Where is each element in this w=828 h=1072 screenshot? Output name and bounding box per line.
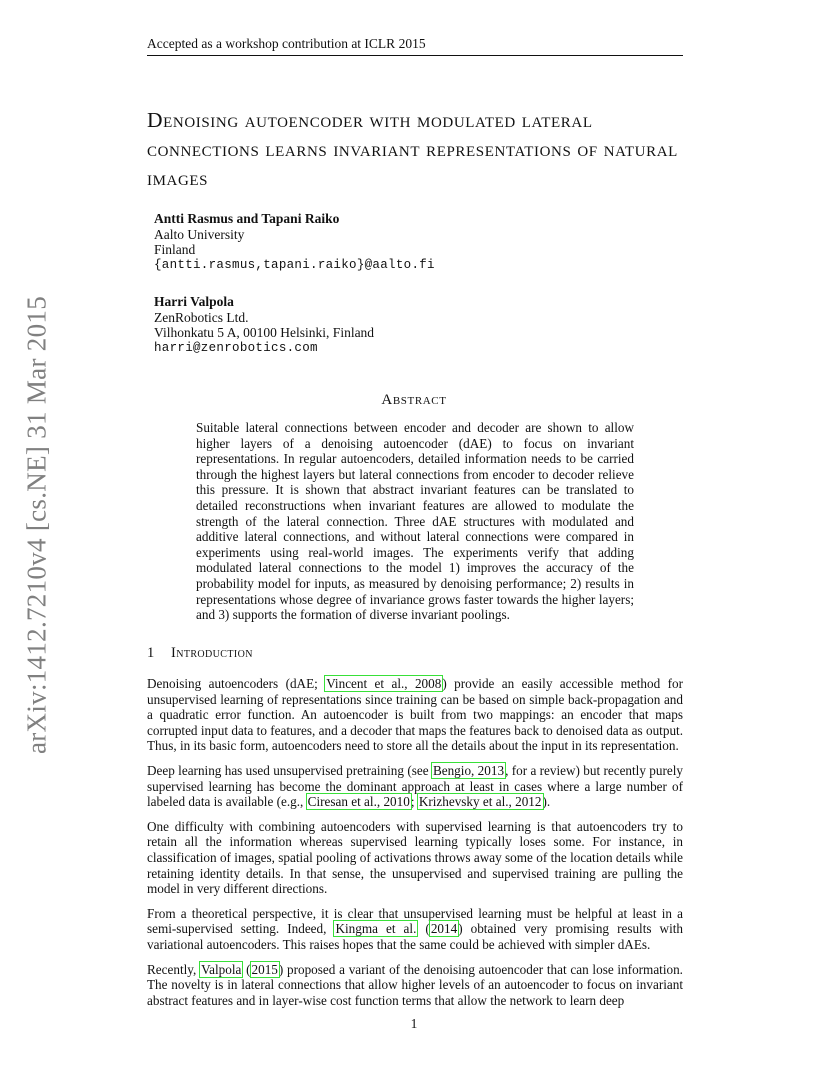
section-number: 1	[147, 645, 155, 661]
page-number: 1	[410, 1016, 418, 1031]
citation-link[interactable]: Krizhevsky et al., 2012	[418, 794, 542, 810]
text-run: ;	[410, 794, 418, 810]
citation-link[interactable]: 2014	[430, 921, 458, 937]
author-email: {antti.rasmus,tapani.raiko}@aalto.fi	[154, 257, 435, 272]
abstract-heading: Abstract	[381, 392, 447, 408]
paper-title: Denoising autoencoder with modulated lateral connections learns invariant representations of natural images	[147, 108, 678, 190]
citation-link[interactable]: 2015	[251, 961, 278, 977]
text-run: (	[242, 961, 251, 977]
text-run: ) obtained very promising results with variational autoencoders. This raises hopes that the same could be achieved with simpler dAEs.	[147, 921, 683, 952]
section-title: Introduction	[171, 645, 253, 661]
text-run: , for a review) but recently purely supervised learning has become the dominant approach at least in cases where a large number of labeled data is available (e.g.,	[147, 762, 683, 810]
paragraph-2	[147, 763, 683, 810]
citation-link[interactable]: Ciresan et al., 2010	[307, 794, 410, 810]
author-location: Finland	[154, 242, 196, 257]
author-block-aalto	[154, 211, 654, 273]
citation-link[interactable]: Bengio, 2013	[432, 762, 505, 778]
author-affiliation: Aalto University	[154, 226, 245, 242]
author-email: harri@zenrobotics.com	[154, 340, 318, 355]
author-names: Harri Valpola	[154, 294, 234, 309]
running-head: Accepted as a workshop contribution at ICLR 2015	[147, 36, 683, 56]
paragraph-5	[147, 962, 683, 1009]
text-run: ) proposed a variant of the denoising autoencoder that can lose information. The novelty is in lateral connections that allow higher levels of an autoencoder to focus on invariant abstract features and in layer-wise cost function terms that allow the network to learn deep	[147, 961, 683, 1008]
paragraph-3: One difficulty with combining autoencoders with supervised learning is that autoencoders try to retain all the information whereas supervised learning typically loses some. For instance, in classification of images, spatial pooling of activations throws away some of the location details while retaining identity details. In that sense, the unsupervised and supervised training are pulling the model in very different directions.	[147, 818, 683, 897]
abstract-text: Suitable lateral connections between encoder and decoder are shown to allow higher layers of a denoising autoencoder (dAE) to focus on invariant representations. In regular autoencoders, detailed information needs to be carried through the highest layers but lateral connections from encoder to decoder relieve this pressure. It is shown that abstract invariant features can be translated to detailed reconstructions when invariant features are allowed to modulate the strength of the lateral connection. Three dAE structures with modulated and additive lateral connections, and without lateral connections were compared in experiments using real-world images. The experiments verify that adding modulated lateral connections to the model 1) improves the accuracy of the probability model for inputs, as measured by denoising performance; 2) results in representations whose degree of invariance grows faster towards the higher layers; and 3) supports the formation of diverse invariant poolings.	[196, 420, 634, 623]
citation-link[interactable]: Valpola	[201, 961, 242, 977]
author-block-zenrobotics	[154, 294, 654, 356]
paragraph-1	[147, 676, 683, 754]
text-run: ) provide an easily accessible method for unsupervised learning of representations since training can be based on simple back-propagation and a quadratic error function. An autoencoder is built from two mappings: an encoder that maps corrupted input data to features, and a decoder that maps the features back to denoised data as output. Thus, in its basic form, autoencoders need to store all the details about the input in its representation.	[147, 676, 683, 754]
introduction-body	[147, 676, 683, 1017]
text-run: Recently,	[147, 961, 201, 977]
citation-link[interactable]: Kingma et al.	[335, 921, 417, 937]
text-run: From a theoretical perspective, it is clear that unsupervised learning must be helpful at least in a semi-supervised setting. Indeed,	[147, 905, 683, 937]
text-run: Deep learning has used unsupervised pretraining (see	[147, 762, 432, 778]
section-heading-introduction	[147, 645, 253, 662]
author-names: Antti Rasmus and Tapani Raiko	[154, 211, 340, 226]
citation-link[interactable]: Vincent et al., 2008	[326, 676, 442, 691]
author-affiliation: ZenRobotics Ltd.	[154, 309, 249, 325]
arxiv-identifier-stamp: arXiv:1412.7210v4 [cs.NE] 31 Mar 2015	[21, 295, 52, 755]
author-location: Vilhonkatu 5 A, 00100 Helsinki, Finland	[154, 325, 375, 340]
paragraph-4	[147, 906, 683, 953]
text-run: (	[417, 921, 430, 937]
text-run: Denoising autoencoders (dAE;	[147, 676, 326, 691]
text-run: ).	[542, 794, 551, 810]
